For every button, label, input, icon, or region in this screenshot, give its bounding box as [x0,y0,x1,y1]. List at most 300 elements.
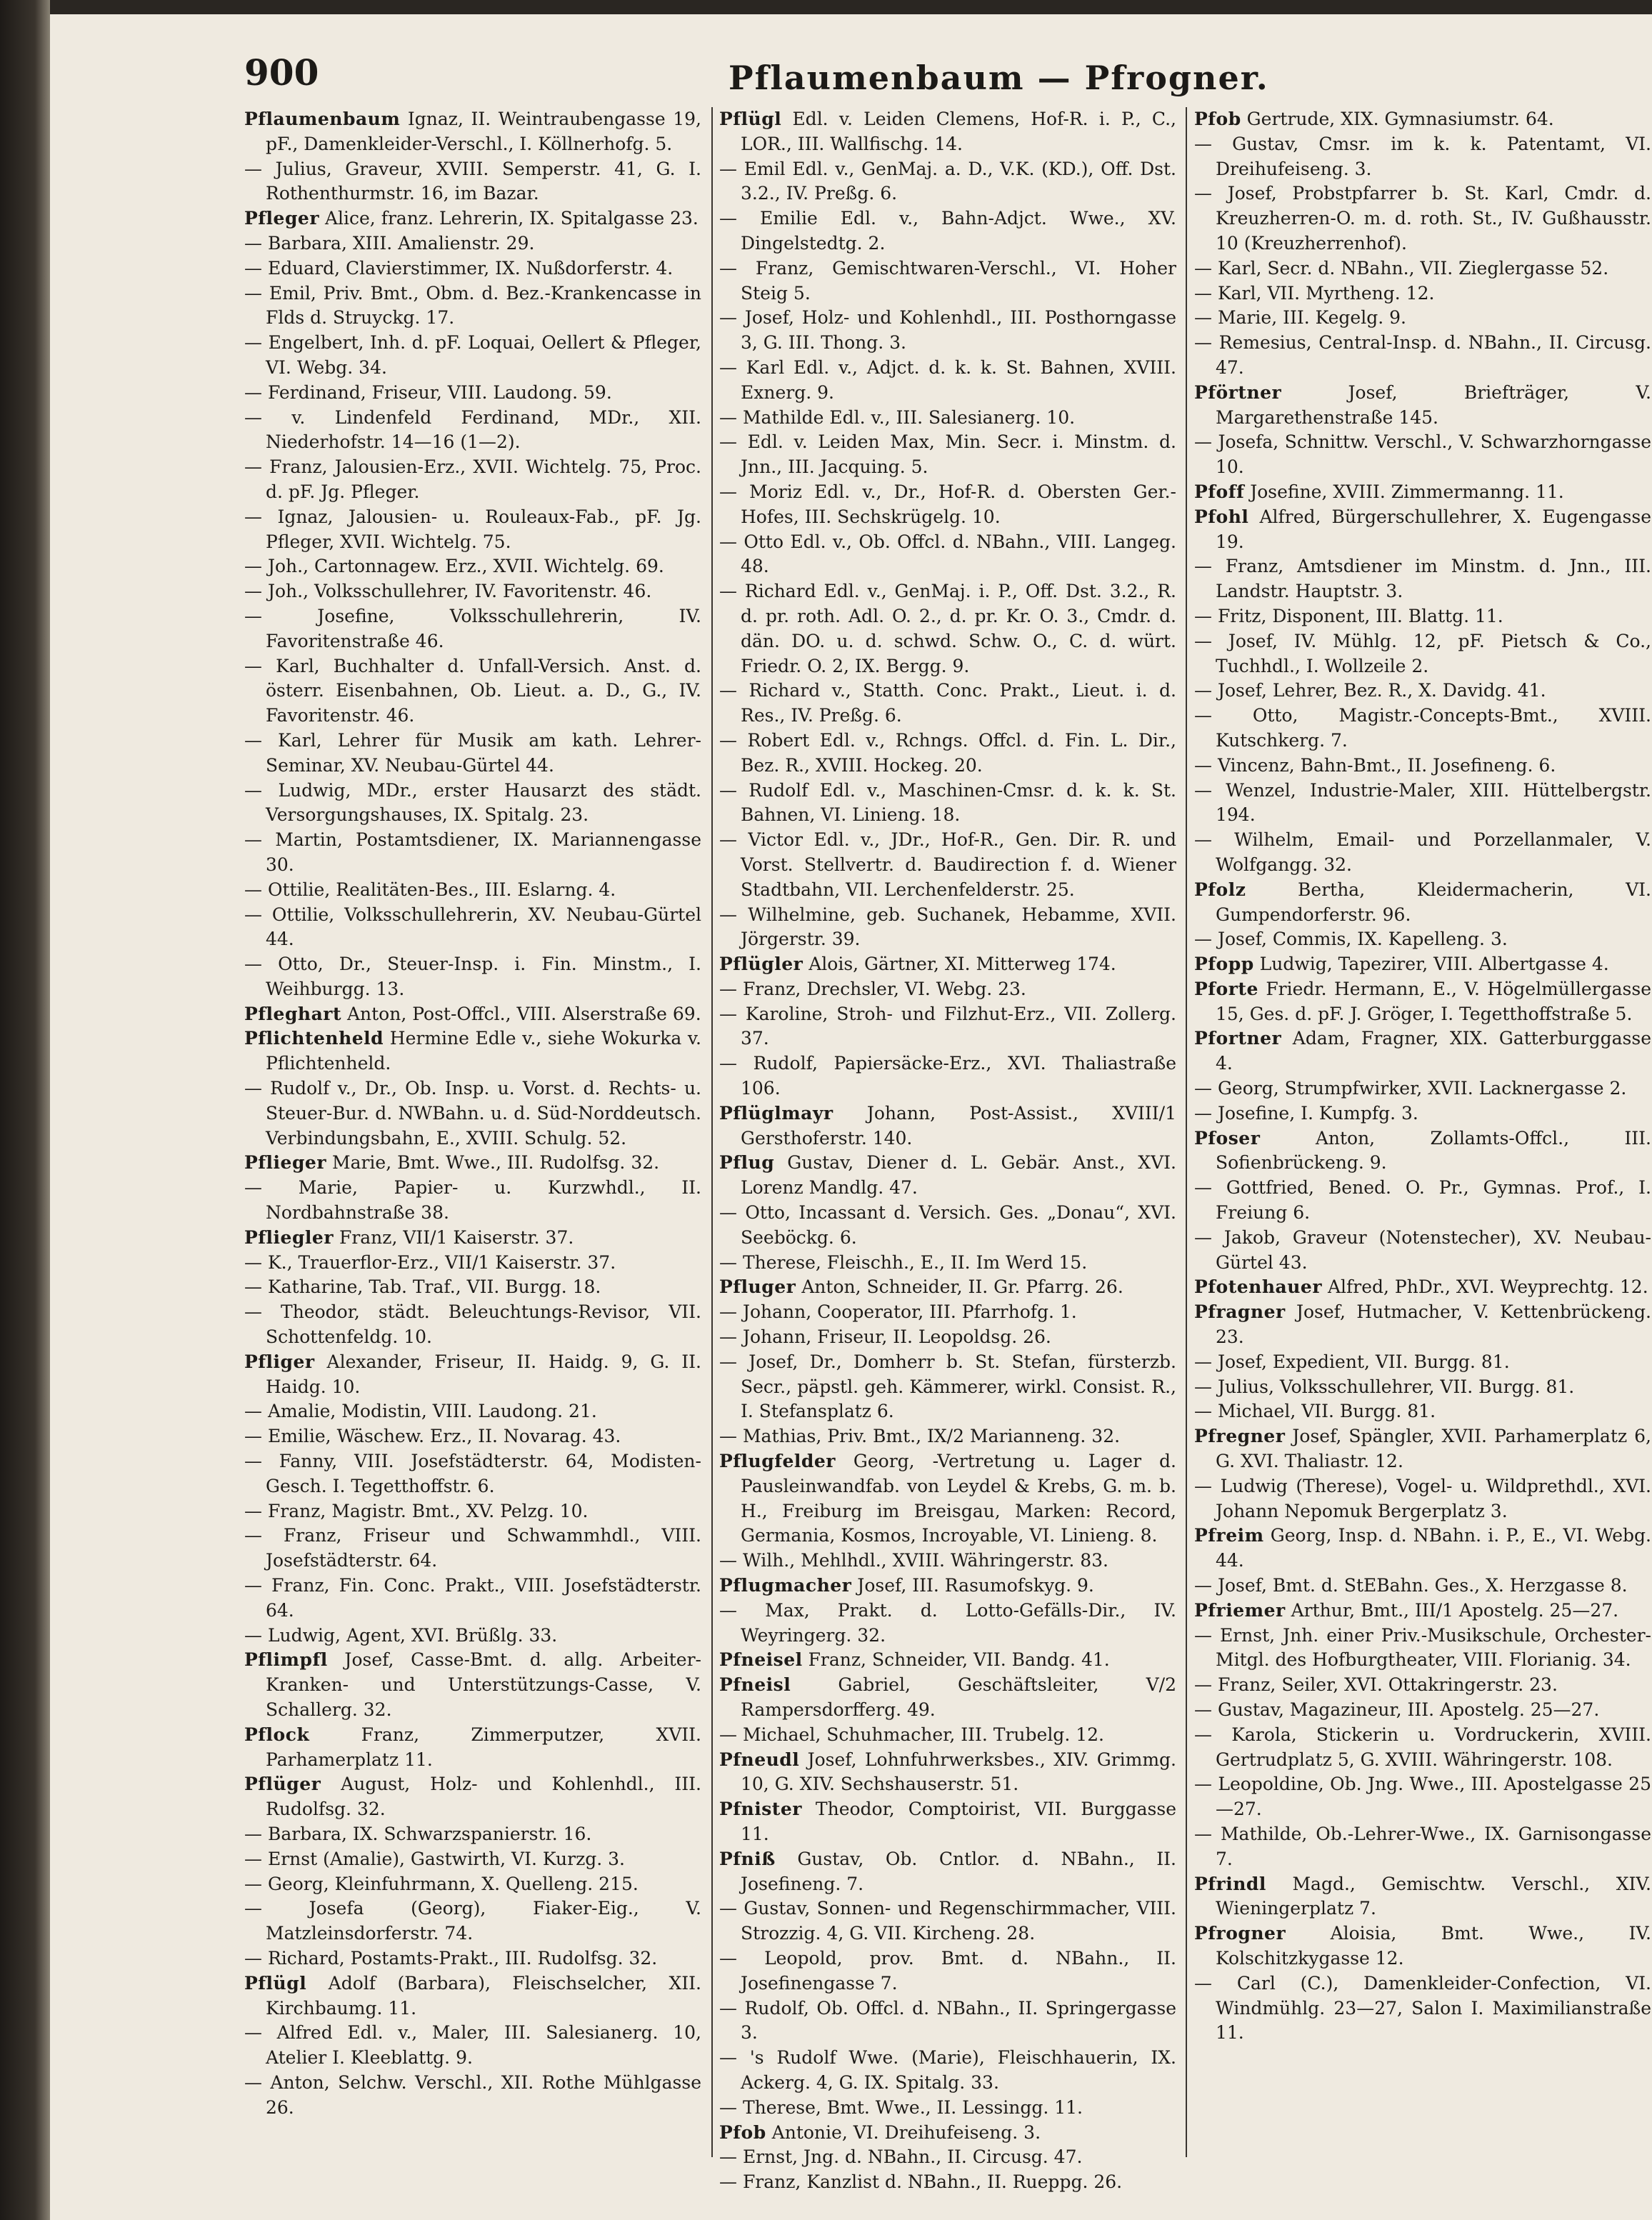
entry-details: — Eduard, Clavierstimmer, IX. Nußdorferstr. 4. [244,257,674,279]
entry-details: Alexander, Friseur, II. Haidg. 9, G. II. Haidg. 10. [266,1351,701,1397]
directory-entry [244,157,701,207]
entry-details: — Richard v., Statth. Conc. Prakt., Lieut. i. d. Res., IV. Preßg. 6. [719,680,1176,726]
entry-details: — Mathias, Priv. Bmt., IX/2 Marianneng. 32. [719,1426,1121,1447]
entry-details: — Gottfried, Bened. O. Pr., Gymnas. Prof., I. Freiung 6. [1194,1177,1651,1224]
entry-details: — Theodor, städt. Beleuchtungs-Revisor, VII. Schottenfeldg. 10. [244,1301,701,1348]
entry-surname: Pfneudl [719,1749,800,1770]
entry-details: — Joh., Cartonnagew. Erz., XVII. Wichtelg. 69. [244,556,664,577]
column-2 [719,107,1176,2207]
directory-entry [244,1275,701,1300]
directory-entry [244,231,701,256]
entry-details: — K., Trauerflor-Erz., VII/1 Kaiserstr. 37. [244,1251,616,1273]
directory-entry [244,406,701,456]
entry-details: — Otto, Magistr.-Concepts-Bmt., XVIII. Kutschkerg. 7. [1194,705,1651,751]
entry-details: — Rudolf v., Dr., Ob. Insp. u. Vorst. d. Rechts- u. Steuer-Bur. d. NWBahn. u. d. Süd-Norddeutsch. Verbindungsbahn, E., XVIII. Schulg. 52. [244,1078,701,1149]
directory-entry [719,256,1176,306]
entry-surname: Pfliger [244,1351,315,1372]
entry-surname: Pfrindl [1194,1873,1266,1894]
directory-entry [719,530,1176,580]
directory-entry [244,1847,701,1872]
entry-surname: Pfragner [1194,1301,1286,1323]
entry-details: Josef, Lohnfuhrwerksbes., XIV. Grimmg. 10, G. XIV. Sechshauserstr. 51. [741,1749,1176,1795]
directory-entry [1194,132,1651,182]
entry-surname: Pflugfelder [719,1451,836,1472]
directory-entry [1194,1126,1651,1176]
entry-details: — Jakob, Graveur (Notenstecher), XV. Neubau-Gürtel 43. [1194,1226,1651,1273]
directory-entry [244,1524,701,1574]
entry-details: Franz, Zimmerputzer, XVII. Parhamerplatz 11. [266,1724,701,1770]
directory-entry [1194,381,1651,431]
directory-columns [244,107,1651,2207]
directory-entry [719,1449,1176,1549]
entry-details: — Max, Prakt. d. Lotto-Gefälls-Dir., IV. Weyringerg. 32. [719,1599,1176,1646]
directory-entry [1194,505,1651,555]
entry-details: — Michael, VII. Burgg. 81. [1194,1401,1436,1422]
entry-surname: Pflaumenbaum [244,109,401,129]
directory-entry [719,1673,1176,1723]
entry-details: — Otto, Dr., Steuer-Insp. i. Fin. Minstm., I. Weihburgg. 13. [244,954,701,999]
directory-entry [719,406,1176,431]
entry-surname: Pfleger [244,208,320,229]
entry-details: Alois, Gärtner, XI. Mitterweg 174. [809,954,1116,975]
entry-details: — Franz, Amtsdiener im Minstm. d. Jnn., III. Landstr. Hauptstr. 3. [1194,556,1651,602]
directory-entry [1194,1574,1651,1599]
entry-details: — Johann, Cooperator, III. Pfarrhofg. 1. [719,1301,1077,1323]
entry-details: — Gustav, Sonnen- und Regenschirmmacher, VIII. Strozzig. 4, G. VII. Kircheng. 28. [719,1898,1176,1944]
directory-entry [1194,604,1651,629]
entry-details: — Karl, Buchhalter d. Unfall-Versich. Anst. d. österr. Eisenbahnen, Ob. Lieut. a. D., G., IV. Favoritenstr. 46. [244,655,701,726]
entry-surname: Pförtner [1194,381,1282,403]
directory-entry [1194,1772,1651,1822]
directory-entry [244,1350,701,1400]
directory-entry [244,903,701,953]
directory-entry [1194,306,1651,331]
entry-details: — Wenzel, Industrie-Maler, XIII. Hüttelbergstr. 194. [1194,779,1651,826]
directory-entry [1194,679,1651,704]
entry-details: Gustav, Diener d. L. Gebär. Anst., XVI. Lorenz Mandlg. 47. [741,1152,1176,1199]
entry-details: — Wilhelm, Email- und Porzellanmaler, V. Wolfgangg. 32. [1194,829,1651,875]
entry-surname: Pfopp [1194,954,1254,975]
entry-details: — Ferdinand, Friseur, VIII. Laudong. 59. [244,381,612,403]
directory-entry [719,2121,1176,2146]
entry-details: — Josef, IV. Mühlg. 12, pF. Pietsch & Co., Tuchhdl., I. Wollzeile 2. [1194,630,1651,676]
page-edge-shadow [0,0,50,2220]
directory-entry [244,1026,701,1076]
entry-details: — Johann, Friseur, II. Leopoldsg. 26. [719,1326,1051,1348]
directory-entry [719,729,1176,779]
entry-details: — Ernst, Jnh. einer Priv.-Musikschule, Orchester-Mitgl. des Hofburgtheater, VIII. Florianig. 34. [1194,1624,1651,1671]
entry-surname: Pfortner [1194,1028,1282,1049]
entry-details: — Therese, Bmt. Wwe., II. Lessingg. 11. [719,2096,1083,2118]
entry-details: Franz, Schneider, VII. Bandg. 41. [808,1649,1110,1671]
page-number: 900 [244,51,319,94]
directory-entry [1194,1624,1651,1674]
entry-details: — Josefa (Georg), Fiaker-Eig., V. Matzleinsdorferstr. 74. [244,1898,701,1944]
directory-entry [1194,554,1651,604]
entry-surname: Pflüglmayr [719,1102,833,1124]
directory-entry [1194,1176,1651,1226]
entry-details: Anton, Zollamts-Offcl., III. Sofienbrückeng. 9. [1216,1127,1651,1174]
entry-details: — Georg, Strumpfwirker, XVII. Lacknergasse 2. [1194,1078,1627,1099]
entry-details: — Ottilie, Volksschullehrerin, XV. Neubau-Gürtel 44. [244,904,701,950]
entry-details: — Victor Edl. v., JDr., Hof-R., Gen. Dir. R. und Vorst. Stellvertr. d. Baudirection f. d. Wiener Stadtbahn, VII. Lerchenfelderstr. 25. [719,829,1176,900]
directory-entry [1194,256,1651,281]
entry-details: Alfred, Bürgerschullehrer, X. Eugengasse 19. [1216,506,1651,552]
entry-details: — Gustav, Magazineur, III. Apostelg. 25—27. [1194,1699,1600,1720]
entry-details: — Otto, Incassant d. Versich. Ges. „Donau“, XVI. Seeböckg. 6. [719,1202,1176,1248]
directory-entry [244,1226,701,1251]
entry-details: — Robert Edl. v., Rchngs. Offcl. d. Fin. L. Dir., Bez. R., XVIII. Hockeg. 20. [719,729,1176,776]
entry-details: — Ludwig, Agent, XVI. Brüßlg. 33. [244,1624,558,1646]
entry-details: — v. Lindenfeld Ferdinand, MDr., XII. Niederhofstr. 14—16 (1—2). [244,406,701,453]
directory-entry [1194,1673,1651,1698]
entry-surname: Pfolz [1194,879,1246,900]
directory-entry [719,1599,1176,1649]
directory-entry [244,1449,701,1499]
entry-details: — Karl, Secr. d. NBahn., VII. Zieglergasse 52. [1194,257,1609,279]
directory-entry [1194,1971,1651,2046]
directory-entry [244,381,701,406]
entry-details: Antonie, VI. Dreihufeiseng. 3. [771,2121,1041,2143]
entry-details: — Franz, Drechsler, VI. Webg. 23. [719,978,1026,999]
entry-surname: Pfob [719,2121,766,2143]
entry-details: — Leopold, prov. Bmt. d. NBahn., II. Josefinengasse 7. [719,1947,1176,1994]
entry-details: — Franz, Fin. Conc. Prakt., VIII. Josefstädterstr. 64. [244,1575,701,1621]
directory-entry [244,654,701,729]
entry-details: — Franz, Seiler, XVI. Ottakringerstr. 23. [1194,1674,1558,1696]
directory-entry [244,2021,701,2071]
entry-details: Josef, Hutmacher, V. Kettenbrückeng. 23. [1216,1301,1651,1348]
entry-details: Adolf (Barbara), Fleischselcher, XII. Kirchbaumg. 11. [266,1972,701,2019]
entry-surname: Pfoser [1194,1127,1261,1149]
entry-details: — Franz, Gemischtwaren-Verschl., VI. Hoher Steig 5. [719,257,1176,304]
entry-details: Alice, franz. Lehrerin, IX. Spitalgasse 23. [324,208,699,229]
directory-entry [1194,927,1651,952]
entry-details: — Remesius, Central-Insp. d. NBahn., II. Circusg. 47. [1194,332,1651,378]
directory-entry [719,903,1176,953]
directory-entry [719,356,1176,406]
directory-entry [719,1275,1176,1300]
directory-entry [244,1574,701,1624]
entry-surname: Pfregner [1194,1426,1286,1447]
running-head: Pflaumenbaum — Pfrogner. [729,59,1269,97]
directory-entry [1194,1822,1651,1872]
directory-entry [719,107,1176,157]
entry-surname: Pflichtenheld [244,1028,384,1049]
directory-entry [1194,1599,1651,1624]
entry-details: — Emil, Priv. Bmt., Obm. d. Bez.-Krankencasse in Flds d. Struyckg. 17. [244,282,701,329]
directory-entry [719,157,1176,207]
directory-entry [1194,1101,1651,1126]
entry-details: — Rudolf Edl. v., Maschinen-Cmsr. d. k. k. St. Bahnen, VI. Linieng. 18. [719,779,1176,826]
entry-details: — Josef, Dr., Domherr b. St. Stefan, fürsterzb. Secr., päpstl. geh. Kämmerer, wirkl. Consist. R., I. Stefansplatz 6. [719,1351,1176,1422]
directory-entry [244,505,701,555]
entry-details: — Ludwig (Therese), Vogel- u. Wildprethdl., XVI. Johann Nepomuk Bergerplatz 3. [1194,1475,1651,1521]
directory-entry [244,554,701,579]
entry-details: — Mathilde, Ob.-Lehrer-Wwe., IX. Garnisongasse 7. [1194,1823,1651,1869]
entry-details: — Josef, Holz- und Kohlenhdl., III. Posthorngasse 3, G. III. Thong. 3. [719,307,1176,354]
entry-surname: Pflieger [244,1152,327,1174]
directory-entry [719,1648,1176,1673]
entry-surname: Pflock [244,1724,310,1745]
directory-entry [244,579,701,604]
entry-details: Theodor, Comptoirist, VII. Burggasse 11. [741,1799,1176,1844]
entry-details: — Franz, Magistr. Bmt., XV. Pelzg. 10. [244,1500,589,1521]
entry-details: Bertha, Kleidermacherin, VI. Gumpendorferstr. 96. [1216,879,1651,925]
directory-entry [1194,281,1651,306]
entry-surname: Pflügl [244,1972,307,1994]
directory-entry [244,952,701,1002]
entry-details: Georg, Insp. d. NBahn. i. P., E., VI. Webg. 44. [1216,1525,1651,1571]
directory-entry [719,1946,1176,1996]
directory-entry [1194,480,1651,505]
entry-details: — Franz, Jalousien-Erz., XVII. Wichtelg. 75, Proc. d. pF. Jg. Pfleger. [244,456,701,502]
entry-surname: Pfoff [1194,481,1245,502]
directory-entry [244,1399,701,1424]
entry-details: — Ottilie, Realitäten-Bes., III. Eslarng. 4. [244,879,616,900]
entry-surname: Pflüger [244,1774,321,1795]
entry-details: — Georg, Kleinfuhrmann, X. Quelleng. 215. [244,1873,639,1894]
entry-details: Ludwig, Tapezirer, VIII. Albertgasse 4. [1259,954,1609,975]
entry-details: — Karl, Lehrer für Musik am kath. Lehrer-Seminar, XV. Neubau-Gürtel 44. [244,729,701,776]
directory-entry [719,828,1176,902]
directory-entry [719,1101,1176,1151]
directory-entry [719,679,1176,729]
directory-entry [244,281,701,331]
entry-details: Ignaz, II. Weintraubengasse 19, pF., Damenkleider-Verschl., I. Köllnerhofg. 5. [266,109,701,154]
directory-entry [719,779,1176,829]
directory-entry [719,1002,1176,1052]
entry-details: — Ludwig, MDr., erster Hausarzt des städt. Versorgungshauses, IX. Spitalg. 23. [244,779,701,826]
directory-entry [244,1424,701,1449]
directory-entry [1194,430,1651,480]
directory-entry [719,1350,1176,1424]
entry-details: — Amalie, Modistin, VIII. Laudong. 21. [244,1401,597,1422]
entry-details: August, Holz- und Kohlenhdl., III. Rudolfsg. 32. [266,1774,701,1820]
entry-details: Hermine Edle v., siehe Wokurka v. Pflichtenheld. [266,1028,701,1074]
directory-entry [1194,181,1651,256]
directory-entry [719,2096,1176,2121]
directory-entry [1194,1226,1651,1276]
entry-details: — Rudolf, Ob. Offcl. d. NBahn., II. Springergasse 3. [719,1997,1176,2044]
directory-entry [244,1499,701,1524]
entry-details: — Barbara, IX. Schwarzspanierstr. 16. [244,1823,592,1844]
entry-details: Gabriel, Geschäftsleiter, V/2 Rampersdorfferg. 49. [741,1674,1176,1720]
directory-entry [719,1325,1176,1350]
directory-entry [1194,1375,1651,1400]
directory-entry [719,2145,1176,2170]
directory-entry [719,430,1176,480]
entry-details: — Martin, Postamtsdiener, IX. Mariannengasse 30. [244,829,701,875]
directory-entry [719,1896,1176,1946]
entry-surname: Pfluger [719,1276,796,1298]
directory-entry [1194,1872,1651,1922]
directory-entry [719,1574,1176,1599]
entry-details: — Fritz, Disponent, III. Blattg. 11. [1194,605,1503,626]
entry-surname: Pfreim [1194,1525,1264,1546]
entry-details: Georg, -Vertretung u. Lager d. Pausleinwandfab. von Leydel & Krebs, G. m. b. H., Freiburg im Breisgau, Marken: Record, Germania, Kosmos, Incroyable, VI. Linieng. 8. [741,1451,1176,1546]
directory-entry [244,1251,701,1276]
directory-entry [1194,1399,1651,1424]
directory-entry [244,1648,701,1722]
directory-entry [244,1971,701,2021]
entry-details: — Julius, Volksschullehrer, VII. Burgg. 81. [1194,1376,1575,1397]
directory-entry [1194,1300,1651,1350]
entry-details: — Josefine, Volksschullehrerin, IV. Favoritenstraße 46. [244,605,701,651]
directory-entry [244,878,701,903]
column-1 [244,107,701,2207]
entry-surname: Pfob [1194,109,1241,129]
column-rule [1186,107,1187,2157]
column-3 [1194,107,1651,2207]
entry-surname: Pfnister [719,1799,802,1820]
directory-entry [244,828,701,878]
entry-details: Johann, Post-Assist., XVIII/1 Gersthoferstr. 140. [741,1102,1176,1149]
directory-entry [719,1151,1176,1201]
directory-entry [719,306,1176,356]
entry-surname: Pfleghart [244,1003,342,1024]
directory-entry [244,206,701,231]
directory-entry [719,1797,1176,1847]
entry-details: — Josef, Lehrer, Bez. R., X. Davidg. 41. [1194,680,1546,701]
entry-details: — Marie, III. Kegelg. 9. [1194,307,1406,329]
directory-entry [719,1201,1176,1251]
directory-entry [1194,1474,1651,1524]
entry-details: — Edl. v. Leiden Max, Min. Secr. i. Minstm. d. Jnn., III. Jacquing. 5. [719,431,1176,478]
entry-details: — Anton, Selchw. Verschl., XII. Rothe Mühlgasse 26. [244,2071,701,2118]
entry-details: — Therese, Fleischh., E., II. Im Werd 15. [719,1251,1088,1273]
entry-details: Josef, Briefträger, V. Margarethenstraße 145. [1216,381,1651,428]
entry-details: Gustav, Ob. Cntlor. d. NBahn., II. Josefineng. 7. [741,1848,1176,1894]
directory-entry [719,952,1176,977]
directory-entry [719,206,1176,256]
directory-entry [244,1151,701,1176]
entry-details: — Carl (C.), Damenkleider-Confection, VI. Windmühlg. 23—27, Salon I. Maximilianstraße 11. [1194,1972,1651,2044]
entry-details: Josefine, XVIII. Zimmermanng. 11. [1250,481,1564,502]
directory-entry [244,1822,701,1847]
directory-entry [719,1847,1176,1897]
entry-details: — Karl, VII. Myrtheng. 12. [1194,282,1435,304]
directory-entry [719,1251,1176,1276]
entry-surname: Pfrogner [1194,1923,1286,1944]
entry-details: — Ernst, Jng. d. NBahn., II. Circusg. 47. [719,2146,1083,2168]
directory-entry [719,2046,1176,2096]
entry-details: — Katharine, Tab. Traf., VII. Burgg. 18. [244,1276,601,1298]
directory-entry [1194,828,1651,878]
directory-entry [244,331,701,381]
entry-surname: Pflügl [719,109,782,129]
directory-entry [719,1748,1176,1798]
entry-details: — Franz, Kanzlist d. NBahn., II. Rueppg. 26. [719,2171,1123,2193]
directory-entry [1194,1076,1651,1101]
directory-entry [1194,779,1651,829]
entry-details: — Rudolf, Papiersäcke-Erz., XVI. Thaliastraße 106. [719,1053,1176,1099]
entry-details: — 's Rudolf Wwe. (Marie), Fleischhauerin, IX. Ackerg. 4, G. IX. Spitalg. 33. [719,2047,1176,2093]
directory-entry [1194,1275,1651,1300]
entry-surname: Pflugmacher [719,1575,852,1596]
directory-entry [244,729,701,779]
entry-details: Josef, Spängler, XVII. Parhamerplatz 6, G. XVI. Thaliastr. 12. [1216,1426,1651,1472]
directory-entry [244,604,701,654]
directory-entry [244,2071,701,2121]
directory-entry [1194,1524,1651,1574]
entry-details: — Wilh., Mehlhdl., XVIII. Währingerstr. 83. [719,1550,1108,1571]
entry-details: Josef, Casse-Bmt. d. allg. Arbeiter-Kranken- und Unterstützungs-Casse, V. Schallerg. 32. [266,1649,701,1720]
entry-details: — Josefa, Schnittw. Verschl., V. Schwarzhorngasse 10. [1194,431,1651,478]
directory-entry [1194,331,1651,381]
entry-details: — Leopoldine, Ob. Jng. Wwe., III. Apostelgasse 25—27. [1194,1774,1651,1820]
entry-details: — Richard, Postamts-Prakt., III. Rudolfsg. 32. [244,1947,658,1969]
entry-surname: Pforte [1194,978,1258,999]
directory-entry [244,455,701,505]
directory-entry [1194,977,1651,1027]
entry-details: Arthur, Bmt., III/1 Apostelg. 25—27. [1291,1599,1619,1621]
directory-entry [244,1772,701,1822]
entry-details: — Alfred Edl. v., Maler, III. Salesianerg. 10, Atelier I. Kleeblattg. 9. [244,2022,701,2069]
directory-entry [1194,1026,1651,1076]
entry-details: Franz, VII/1 Kaiserstr. 37. [339,1226,574,1248]
directory-entry [1194,629,1651,679]
entry-details: — Emilie, Wäschew. Erz., II. Novarag. 43. [244,1426,621,1447]
directory-entry [244,1002,701,1027]
directory-entry [244,1176,701,1226]
entry-details: — Vincenz, Bahn-Bmt., II. Josefineng. 6. [1194,754,1556,776]
entry-surname: Pfliegler [244,1226,334,1248]
entry-details: Alfred, PhDr., XVI. Weyprechtg. 12. [1327,1276,1648,1298]
entry-details: — Josef, Probstpfarrer b. St. Karl, Cmdr. d. Kreuzherren-O. m. d. roth. St., IV. Gußhausstr. 10 (Kreuzherrenhof). [1194,183,1651,254]
directory-entry [719,480,1176,530]
entry-surname: Pfohl [1194,506,1249,527]
entry-surname: Pfriemer [1194,1599,1286,1621]
entry-details: Edl. v. Leiden Clemens, Hof-R. i. P., C., LOR., III. Wallfischg. 14. [741,109,1176,154]
entry-details: — Ignaz, Jalousien- u. Rouleaux-Fab., pF. Jg. Pfleger, XVII. Wichtelg. 75. [244,506,701,552]
directory-page [50,14,1652,2220]
entry-details: — Emilie Edl. v., Bahn-Adjct. Wwe., XV. Dingelstedtg. 2. [719,208,1176,254]
directory-entry [244,1946,701,1971]
entry-details: — Josef, Expedient, VII. Burgg. 81. [1194,1351,1510,1372]
entry-surname: Pfotenhauer [1194,1276,1322,1298]
entry-details: — Marie, Papier- u. Kurzwhdl., II. Nordbahnstraße 38. [244,1177,701,1224]
entry-details: Josef, III. Rasumofskyg. 9. [857,1575,1094,1596]
directory-entry [719,2170,1176,2195]
entry-details: — Ernst (Amalie), Gastwirth, VI. Kurzg. 3. [244,1848,625,1869]
directory-entry [1194,1424,1651,1474]
directory-entry [719,1549,1176,1574]
directory-entry [1194,878,1651,928]
directory-entry [719,579,1176,679]
entry-details: — Engelbert, Inh. d. pF. Loquai, Oellert & Pfleger, VI. Webg. 34. [244,332,701,378]
directory-entry [244,779,701,829]
entry-details: — Karl Edl. v., Adjct. d. k. k. St. Bahnen, XVIII. Exnerg. 9. [719,356,1176,403]
entry-surname: Pflug [719,1152,775,1174]
directory-entry [1194,754,1651,779]
entry-details: — Emil Edl. v., GenMaj. a. D., V.K. (KD.), Off. Dst. 3.2., IV. Preßg. 6. [719,158,1176,204]
entry-details: — Moriz Edl. v., Dr., Hof-R. d. Obersten Ger.-Hofes, III. Sechskrügelg. 10. [719,481,1176,527]
directory-entry [244,1723,701,1773]
directory-entry [244,1872,701,1897]
entry-surname: Pflimpfl [244,1649,328,1671]
entry-details: — Richard Edl. v., GenMaj. i. P., Off. Dst. 3.2., R. d. pr. roth. Adl. O. 2., d. pr. Kr. O. 3., Cmdr. d. dän. DO. u. d. schwd. Schw. O., C. d. würt. Friedr. O. 2, IX. Bergg. 9. [719,581,1176,676]
directory-entry [244,1624,701,1649]
entry-details: — Otto Edl. v., Ob. Offcl. d. NBahn., VIII. Langeg. 48. [719,531,1176,577]
entry-details: — Josef, Bmt. d. StEBahn. Ges., X. Herzgasse 8. [1194,1575,1628,1596]
directory-entry [1194,1698,1651,1723]
entry-surname: Pfneisl [719,1674,791,1696]
entry-details: Gertrude, XIX. Gymnasiumstr. 64. [1246,109,1554,129]
page-header [50,43,1652,107]
directory-entry [719,1723,1176,1748]
entry-details: Anton, Schneider, II. Gr. Pfarrg. 26. [801,1276,1123,1298]
